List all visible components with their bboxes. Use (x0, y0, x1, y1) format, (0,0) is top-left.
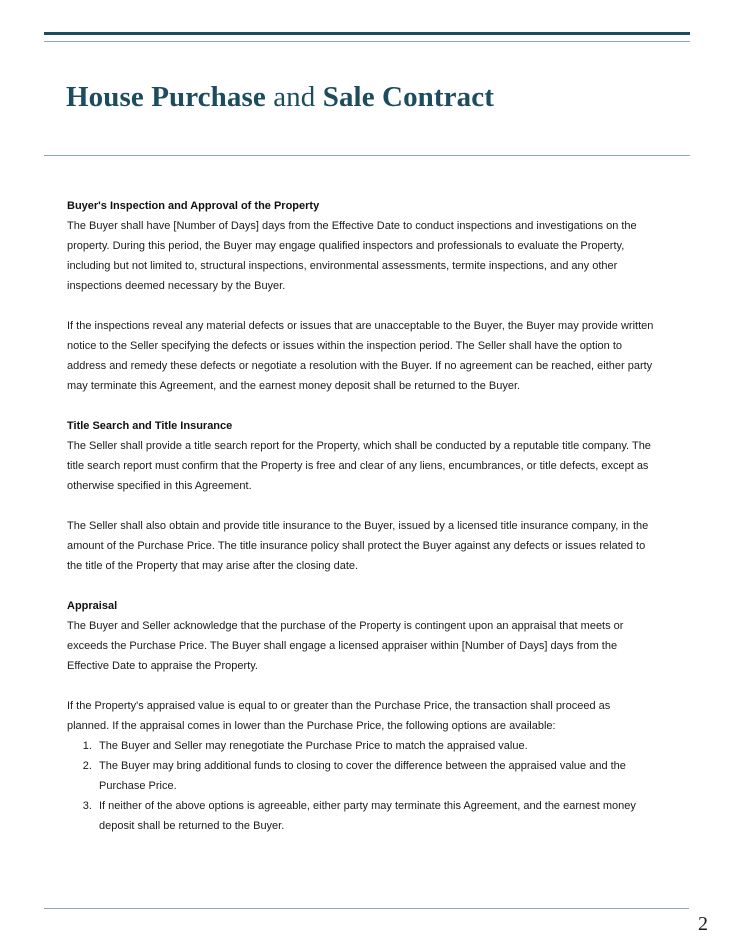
section-spacer (67, 576, 655, 596)
section-heading-inspection: Buyer's Inspection and Approval of the Property (67, 200, 320, 212)
section-heading-title-search: Title Search and Title Insurance (67, 420, 233, 432)
document-title (66, 78, 686, 116)
document-title-part-1: House Purchase (66, 81, 266, 113)
page-title (66, 78, 686, 116)
paragraph-inspection-2: If the inspections reveal any material defects or issues that are unacceptable to the Buyer, the Buyer may provide written notice to the Seller specifying the defects or issues within the inspection period. The Seller shall have the option to address and remedy these defects or negotiate a resolution with the Buyer. If no agreement can be reached, either party may terminate this Agreement, and the earnest money deposit shall be returned to the Buyer. (67, 320, 654, 392)
paragraph-spacer (67, 496, 655, 516)
paragraph-spacer (67, 676, 655, 696)
section-heading-appraisal: Appraisal (67, 600, 118, 612)
paragraph-appraisal-1: The Buyer and Seller acknowledge that the purchase of the Property is contingent upon an appraisal that meets or exceeds the Purchase Price. The Buyer shall engage a licensed appraiser within [Number of Days] days from the Effective Date to appraise the Property. (67, 620, 624, 672)
paragraph-title-search-2: The Seller shall also obtain and provide title insurance to the Buyer, issued by a licensed title insurance company, in the amount of the Purchase Price. The title insurance policy shall protect the Buyer against any defects or issues related to the title of the Property that may arise after the closing date. (67, 520, 649, 572)
footer-divider (44, 908, 689, 909)
document-title-part-2: Sale Contract (322, 81, 494, 113)
paragraph-appraisal-2: If the Property's appraised value is equal to or greater than the Purchase Price, the transaction shall proceed as planned. If the appraisal comes in lower than the Purchase Price, the following options are available: (67, 700, 611, 732)
header-rule-thin (44, 41, 690, 42)
title-underline-rule (44, 155, 690, 156)
list-item: 3. If neither of the above options is agreeable, either party may terminate this Agreement, and the earnest money deposit shall be returned to the Buyer. (95, 796, 655, 836)
list-item: 1. The Buyer and Seller may renegotiate the Purchase Price to match the appraised value. (95, 736, 655, 756)
header-divider (44, 32, 690, 42)
paragraph-spacer (67, 296, 655, 316)
header-rule-thick (44, 32, 690, 35)
appraisal-options-list (67, 736, 655, 836)
section-spacer (67, 396, 655, 416)
page-number: 2 (698, 913, 708, 935)
paragraph-title-search-1: The Seller shall provide a title search report for the Property, which shall be conducted by a reputable title company. The title search report must confirm that the Property is free and clear of any liens, encumbrances, or title defects, except as otherwise specified in this Agreement. (67, 440, 651, 492)
paragraph-inspection-1: The Buyer shall have [Number of Days] days from the Effective Date to conduct inspections and investigations on the property. During this period, the Buyer may engage qualified inspectors and professionals to evaluate the Property, including but not limited to, structural inspections, environmental assessments, termite inspections, and any other inspections deemed necessary by the Buyer. (67, 220, 637, 292)
document-body (67, 196, 655, 836)
list-item: 2. The Buyer may bring additional funds to closing to cover the difference between the appraised value and the Purchase Price. (95, 756, 655, 796)
document-title-connector: and (265, 81, 323, 113)
